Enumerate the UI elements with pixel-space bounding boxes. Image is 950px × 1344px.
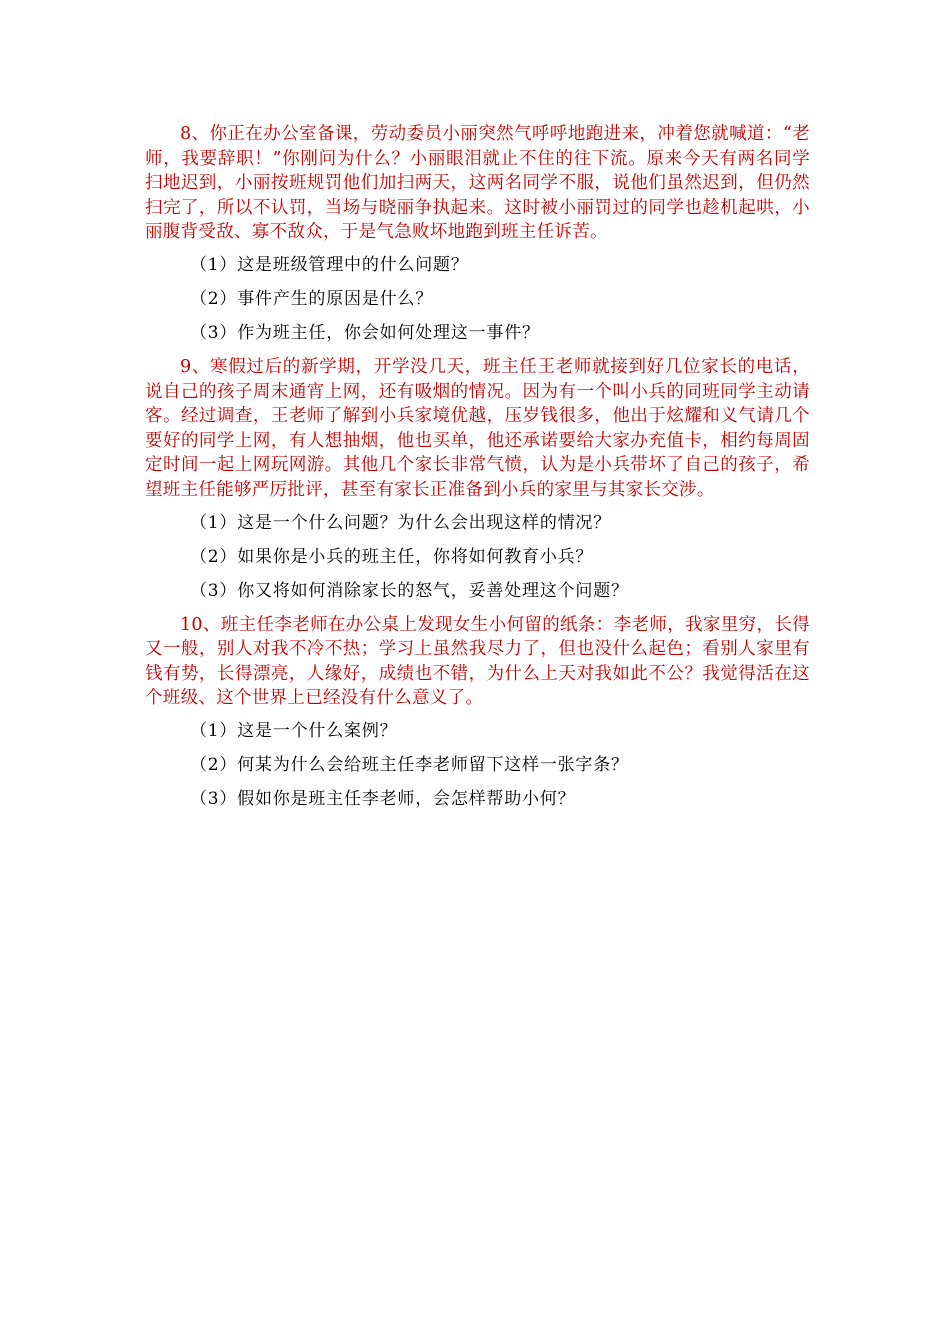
question-item: （2）何某为什么会给班主任李老师留下这样一张字条？ [190,754,629,775]
question-item: （3）假如你是班主任李老师，会怎样帮助小何？ [190,788,576,809]
question-item: （1）这是一个什么问题？为什么会出现这样的情况？ [190,512,612,533]
question-item: （3）作为班主任，你会如何处理这一事件？ [190,322,540,343]
question-item: （3）你又将如何消除家长的怒气，妥善处理这个问题？ [190,580,629,601]
case-text: 8、你正在办公室备课，劳动委员小丽突然气呼呼地跑进来，冲着您就喊道：“老师，我要辞职！”你刚问为什么？小丽眼泪就止不住的往下流。原来今天有两名同学扫地迟到，小丽按班规罚他们加扫两天，这两名同学不服，说他们虽然迟到，但仍然扫完了，所以不认罚，当场与晓丽争执起来。这时被小丽罚过的同学也趁机起哄，小丽腹背受敌、寡不敌众，于是气急败坏地跑到班主任诉苦。 [145,124,810,243]
case-text: 10、班主任李老师在办公桌上发现女生小何留的纸条：李老师，我家里穷，长得又一般，别人对我不冷不热；学习上虽然我尽力了，但也没什么起色；看别人家里有钱有势，长得漂亮，人缘好，成绩也不错，为什么上天对我如此不公？我觉得活在这个班级、这个世界上已经没有什么意义了。 [145,614,810,709]
case-10 [145,613,810,811]
question-item: （2）如果你是小兵的班主任，你将如何教育小兵？ [190,546,594,567]
case-text: 9、寒假过后的新学期，开学没几天，班主任王老师就接到好几位家长的电话，说自己的孩子周末通宵上网，还有吸烟的情况。因为有一个叫小兵的同班同学主动请客。经过调查，王老师了解到小兵家境优越，压岁钱很多，他出于炫耀和义气请几个要好的同学上网，有人想抽烟，他也买单，他还承诺要给大家办充值卡，相约每周固定时间一起上网玩网游。其他几个家长非常气愤，认为是小兵带坏了自己的孩子，希望班主任能够严厉批评，甚至有家长正准备到小兵的家里与其家长交涉。 [145,356,810,500]
case-9 [145,355,810,603]
case-8 [145,122,810,345]
question-item: （1）这是一个什么案例？ [190,720,398,741]
document-page [145,122,810,821]
question-item: （2）事件产生的原因是什么？ [190,288,434,309]
question-item: （1）这是班级管理中的什么问题？ [190,254,469,275]
